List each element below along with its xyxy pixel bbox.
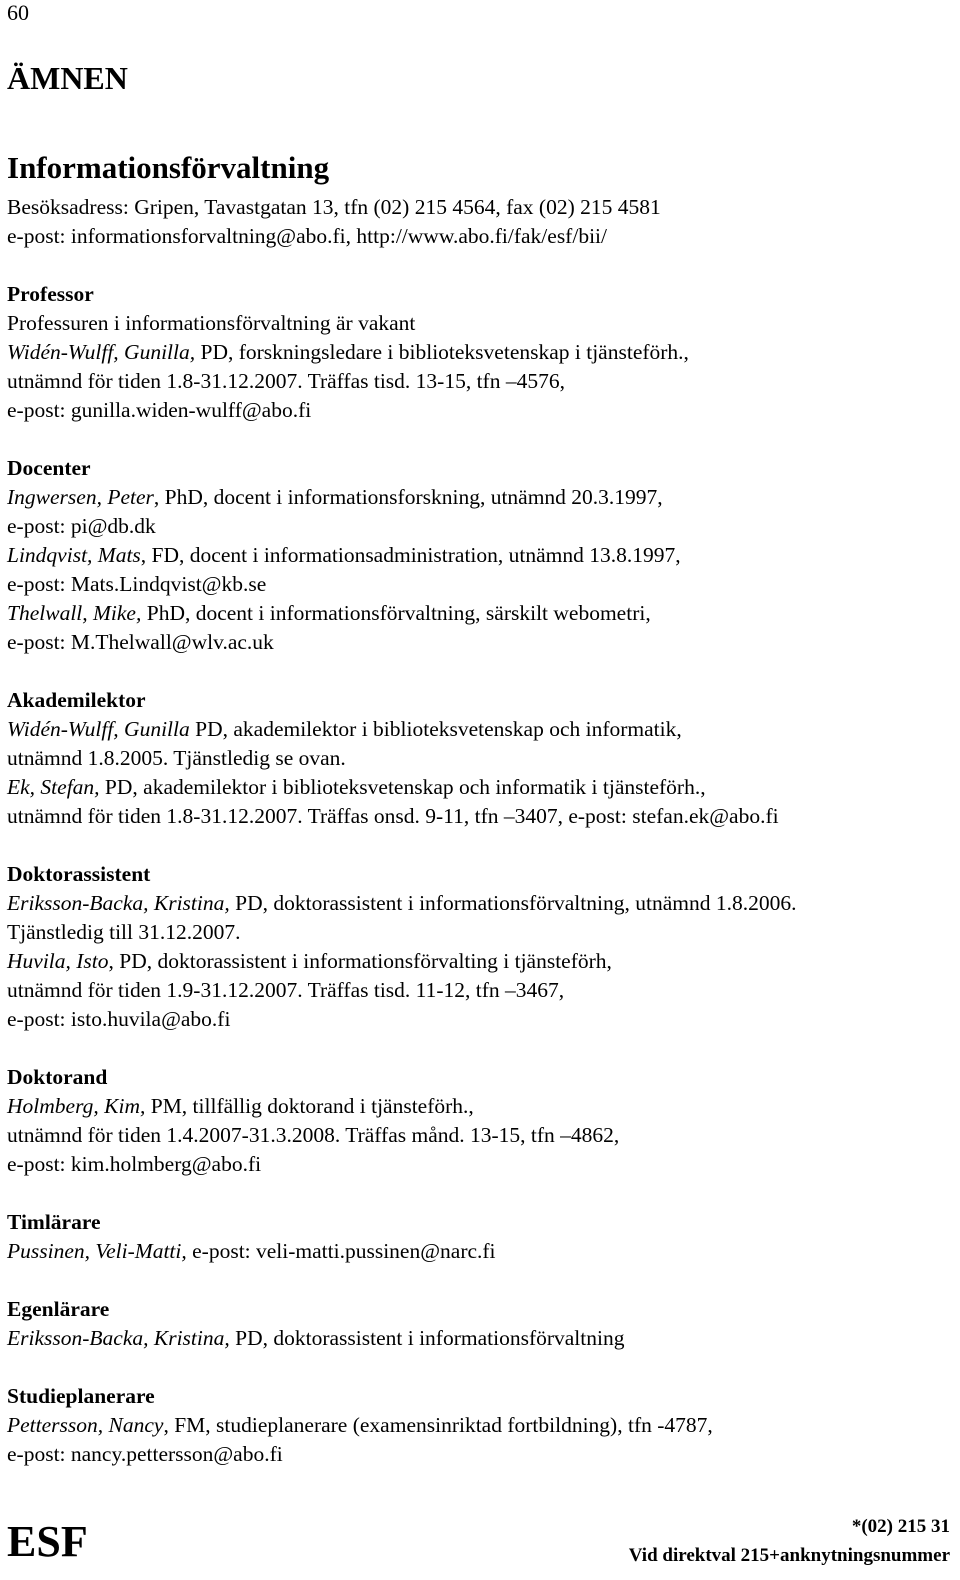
- page-number: 60: [7, 0, 29, 25]
- chapter-title: ÄMNEN: [7, 60, 128, 96]
- staff-name: Eriksson-Backa, Kristina,: [7, 891, 230, 915]
- staff-name: Eriksson-Backa, Kristina,: [7, 1326, 230, 1350]
- section-heading-professor: Professor: [7, 282, 94, 306]
- staff-entry: [7, 541, 952, 570]
- professor-vacancy-note: Professuren i informationsförvaltning är vakant: [7, 311, 416, 335]
- staff-name: Widén-Wulff, Gunilla,: [7, 340, 196, 364]
- staff-directory: [7, 193, 952, 1469]
- staff-details: PM, tillfällig doktorand i tjänsteförh.,: [145, 1094, 474, 1118]
- staff-name: Holmberg, Kim,: [7, 1094, 146, 1118]
- staff-email: e-post: isto.huvila@abo.fi: [7, 1007, 231, 1031]
- staff-details: utnämnd för tiden 1.8-31.12.2007. Träffas tisd. 13-15, tfn –4576,: [7, 369, 565, 393]
- section-heading-egenlarare: Egenlärare: [7, 1297, 110, 1321]
- staff-details: Tjänstledig till 31.12.2007.: [7, 920, 241, 944]
- staff-name: Ek, Stefan,: [7, 775, 100, 799]
- staff-details: PD, forskningsledare i biblioteksvetenskap i tjänsteförh.,: [195, 340, 689, 364]
- staff-name: Thelwall, Mike,: [7, 601, 142, 625]
- staff-email: e-post: nancy.pettersson@abo.fi: [7, 1442, 283, 1466]
- footer-note: Vid direktval 215+anknytningsnummer: [628, 1545, 950, 1566]
- staff-name: Ingwersen, Peter: [7, 485, 154, 509]
- section-heading-studieplanerare: Studieplanerare: [7, 1384, 155, 1408]
- staff-entry: [7, 338, 952, 367]
- staff-details: PD, akademilektor i biblioteksvetenskap och informatik,: [189, 717, 682, 741]
- footer-contact: [629, 1512, 950, 1570]
- staff-email: e-post: M.Thelwall@wlv.ac.uk: [7, 630, 274, 654]
- staff-name: Widén-Wulff, Gunilla: [7, 717, 190, 741]
- staff-details: utnämnd 1.8.2005. Tjänstledig se ovan.: [7, 746, 346, 770]
- staff-details: PD, akademilektor i biblioteksvetenskap och informatik i tjänsteförh.,: [99, 775, 706, 799]
- staff-email: e-post: pi@db.dk: [7, 514, 156, 538]
- staff-details: utnämnd för tiden 1.4.2007-31.3.2008. Träffas månd. 13-15, tfn –4862,: [7, 1123, 620, 1147]
- department-address: Besöksadress: Gripen, Tavastgatan 13, tfn (02) 215 4564, fax (02) 215 4581: [7, 195, 661, 219]
- section-heading-doktorassistent: Doktorassistent: [7, 862, 151, 886]
- staff-entry: [7, 1092, 952, 1121]
- staff-details: utnämnd för tiden 1.9-31.12.2007. Träffas tisd. 11-12, tfn –3467,: [7, 978, 565, 1002]
- staff-entry: [7, 1237, 952, 1266]
- staff-entry: [7, 773, 952, 802]
- staff-entry: [7, 889, 952, 918]
- staff-email: e-post: veli-matti.pussinen@narc.fi: [186, 1239, 496, 1263]
- staff-email: e-post: gunilla.widen-wulff@abo.fi: [7, 398, 312, 422]
- staff-entry: [7, 715, 952, 744]
- staff-entry: [7, 1324, 952, 1353]
- section-heading-doktorand: Doktorand: [7, 1065, 108, 1089]
- staff-email: e-post: Mats.Lindqvist@kb.se: [7, 572, 267, 596]
- staff-details: PD, doktorassistent i informationsförvaltning: [229, 1326, 625, 1350]
- footer-phone: *(02) 215 31: [851, 1516, 950, 1537]
- department-title: Informationsförvaltning: [7, 150, 330, 185]
- staff-email: e-post: kim.holmberg@abo.fi: [7, 1152, 262, 1176]
- staff-details: , FD, docent i informationsadministration, utnämnd 13.8.1997,: [140, 543, 681, 567]
- staff-entry: [7, 1411, 952, 1440]
- section-heading-timlarare: Timlärare: [7, 1210, 101, 1234]
- staff-entry: [7, 947, 952, 976]
- section-heading-docenter: Docenter: [7, 456, 91, 480]
- staff-entry: [7, 483, 952, 512]
- staff-details: , FM, studieplanerare (examensinriktad fortbildning), tfn -4787,: [163, 1413, 713, 1437]
- esf-logo: ESF: [7, 1517, 88, 1566]
- department-contact: e-post: informationsforvaltning@abo.fi, http://www.abo.fi/fak/esf/bii/: [7, 224, 607, 248]
- staff-name: Huvila, Isto: [7, 949, 109, 973]
- staff-details: , PhD, docent i informationsforskning, utnämnd 20.3.1997,: [153, 485, 663, 509]
- staff-details: PD, doktorassistent i informationsförvaltning, utnämnd 1.8.2006.: [229, 891, 797, 915]
- staff-entry: [7, 599, 952, 628]
- staff-name: Lindqvist, Mats: [7, 543, 141, 567]
- section-heading-akademilektor: Akademilektor: [7, 688, 146, 712]
- staff-name: Pettersson, Nancy: [7, 1413, 164, 1437]
- staff-details: , PD, doktorassistent i informationsförvalting i tjänsteförh,: [108, 949, 612, 973]
- staff-name: Pussinen, Veli-Matti,: [7, 1239, 187, 1263]
- staff-details: PhD, docent i informationsförvaltning, särskilt webometri,: [141, 601, 651, 625]
- staff-details: utnämnd för tiden 1.8-31.12.2007. Träffas onsd. 9-11, tfn –3407, e-post: stefan.ek@abo.fi: [7, 804, 779, 828]
